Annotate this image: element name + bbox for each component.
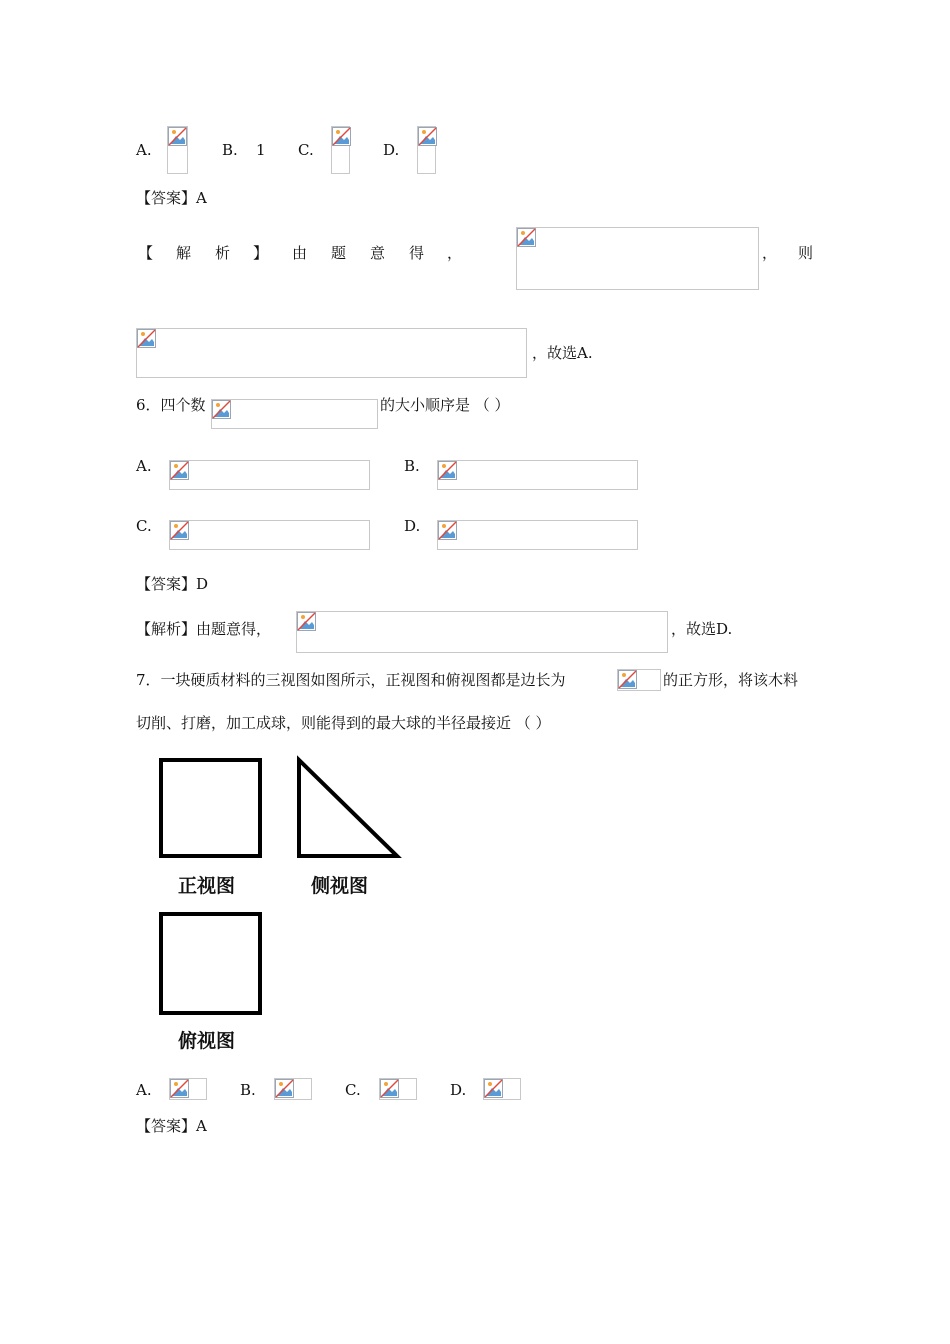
broken-image-icon — [170, 461, 189, 480]
q7-option-d-formula-image — [483, 1078, 521, 1100]
q6-option-b-label: B. — [404, 457, 420, 475]
side-view-label: 侧视图 — [311, 875, 369, 897]
q5-option-d-formula-image — [417, 126, 436, 174]
broken-image-icon — [332, 127, 351, 146]
q5-option-d-label: D. — [383, 141, 400, 159]
broken-image-icon — [275, 1079, 294, 1098]
q5-analysis-char: 得 — [409, 244, 425, 262]
q6-option-a-formula-image — [169, 460, 370, 490]
q5-analysis-formula-image — [516, 227, 759, 290]
q7-option-b-formula-image — [274, 1078, 312, 1100]
broken-image-icon — [168, 127, 187, 146]
broken-image-icon — [484, 1079, 503, 1098]
front-view-square — [161, 760, 260, 856]
front-view-label: 正视图 — [178, 875, 236, 897]
q6-answer: 【答案】D — [136, 575, 209, 593]
q5-option-c-label: C. — [298, 141, 314, 159]
q6-option-d-label: D. — [404, 517, 421, 535]
q6-option-d-formula-image — [437, 520, 638, 550]
q7-stem-line1-prefix: 7．一块硬质材料的三视图如图所示，正视图和俯视图都是边长为 — [136, 671, 566, 689]
broken-image-icon — [137, 329, 156, 348]
three-view-diagram — [150, 750, 420, 1060]
q6-numbers-formula-image — [211, 399, 378, 429]
broken-image-icon — [438, 521, 457, 540]
q7-option-a-label: A. — [136, 1081, 152, 1099]
q7-option-b-label: B. — [240, 1081, 256, 1099]
q7-option-a-formula-image — [169, 1078, 207, 1100]
q5-conclusion-formula-image — [136, 328, 527, 378]
q6-option-b-formula-image — [437, 460, 638, 490]
q5-analysis-char: 意 — [370, 244, 386, 262]
broken-image-icon — [618, 670, 637, 689]
broken-image-icon — [517, 228, 536, 247]
q5-answer: 【答案】A — [136, 189, 207, 207]
q5-analysis-char: 】 — [253, 244, 269, 262]
q6-stem-suffix: 的大小顺序是 （ ） — [380, 396, 510, 414]
q5-analysis-then: 则 — [798, 244, 814, 262]
broken-image-icon — [297, 612, 316, 631]
q5-option-a-label: A. — [136, 141, 152, 159]
q7-stem-line2: 切削、打磨，加工成球，则能得到的最大球的半径最接近 （ ） — [136, 714, 551, 732]
q5-analysis-char: ， — [447, 244, 463, 262]
q5-analysis-char: 由 — [292, 244, 308, 262]
q6-stem-prefix: 6．四个数 — [136, 396, 206, 414]
q6-analysis-formula-image — [296, 611, 668, 653]
q7-option-c-formula-image — [379, 1078, 417, 1100]
q6-option-c-label: C. — [136, 517, 152, 535]
q5-option-b-label: B. — [222, 141, 238, 159]
broken-image-icon — [438, 461, 457, 480]
broken-image-icon — [170, 521, 189, 540]
q5-analysis-char: 解 — [176, 244, 192, 262]
broken-image-icon — [418, 127, 437, 146]
broken-image-icon — [380, 1079, 399, 1098]
q7-option-d-label: D. — [450, 1081, 467, 1099]
broken-image-icon — [212, 400, 231, 419]
q5-analysis-char: 析 — [215, 244, 231, 262]
q5-option-c-formula-image — [331, 126, 350, 174]
q5-conclusion: ，故选A. — [532, 344, 593, 362]
q7-answer: 【答案】A — [136, 1117, 207, 1135]
top-view-square — [161, 914, 260, 1013]
q6-analysis-prefix: 【解析】由题意得， — [136, 620, 272, 638]
q6-option-a-label: A. — [136, 457, 152, 475]
q5-analysis-char: 【 — [138, 244, 154, 262]
q7-edge-length-formula-image — [617, 669, 661, 691]
q6-analysis-suffix: ，故选D. — [671, 620, 733, 638]
q5-analysis-comma: ， — [762, 244, 778, 262]
q5-analysis-char: 题 — [331, 244, 347, 262]
q6-option-c-formula-image — [169, 520, 370, 550]
q7-stem-line1-suffix: 的正方形，将该木料 — [663, 671, 799, 689]
q7-option-c-label: C. — [345, 1081, 361, 1099]
broken-image-icon — [170, 1079, 189, 1098]
q5-option-b-value: 1 — [256, 141, 266, 159]
q5-option-a-formula-image — [167, 126, 188, 174]
top-view-label: 俯视图 — [178, 1030, 236, 1052]
side-view-triangle — [299, 760, 397, 856]
